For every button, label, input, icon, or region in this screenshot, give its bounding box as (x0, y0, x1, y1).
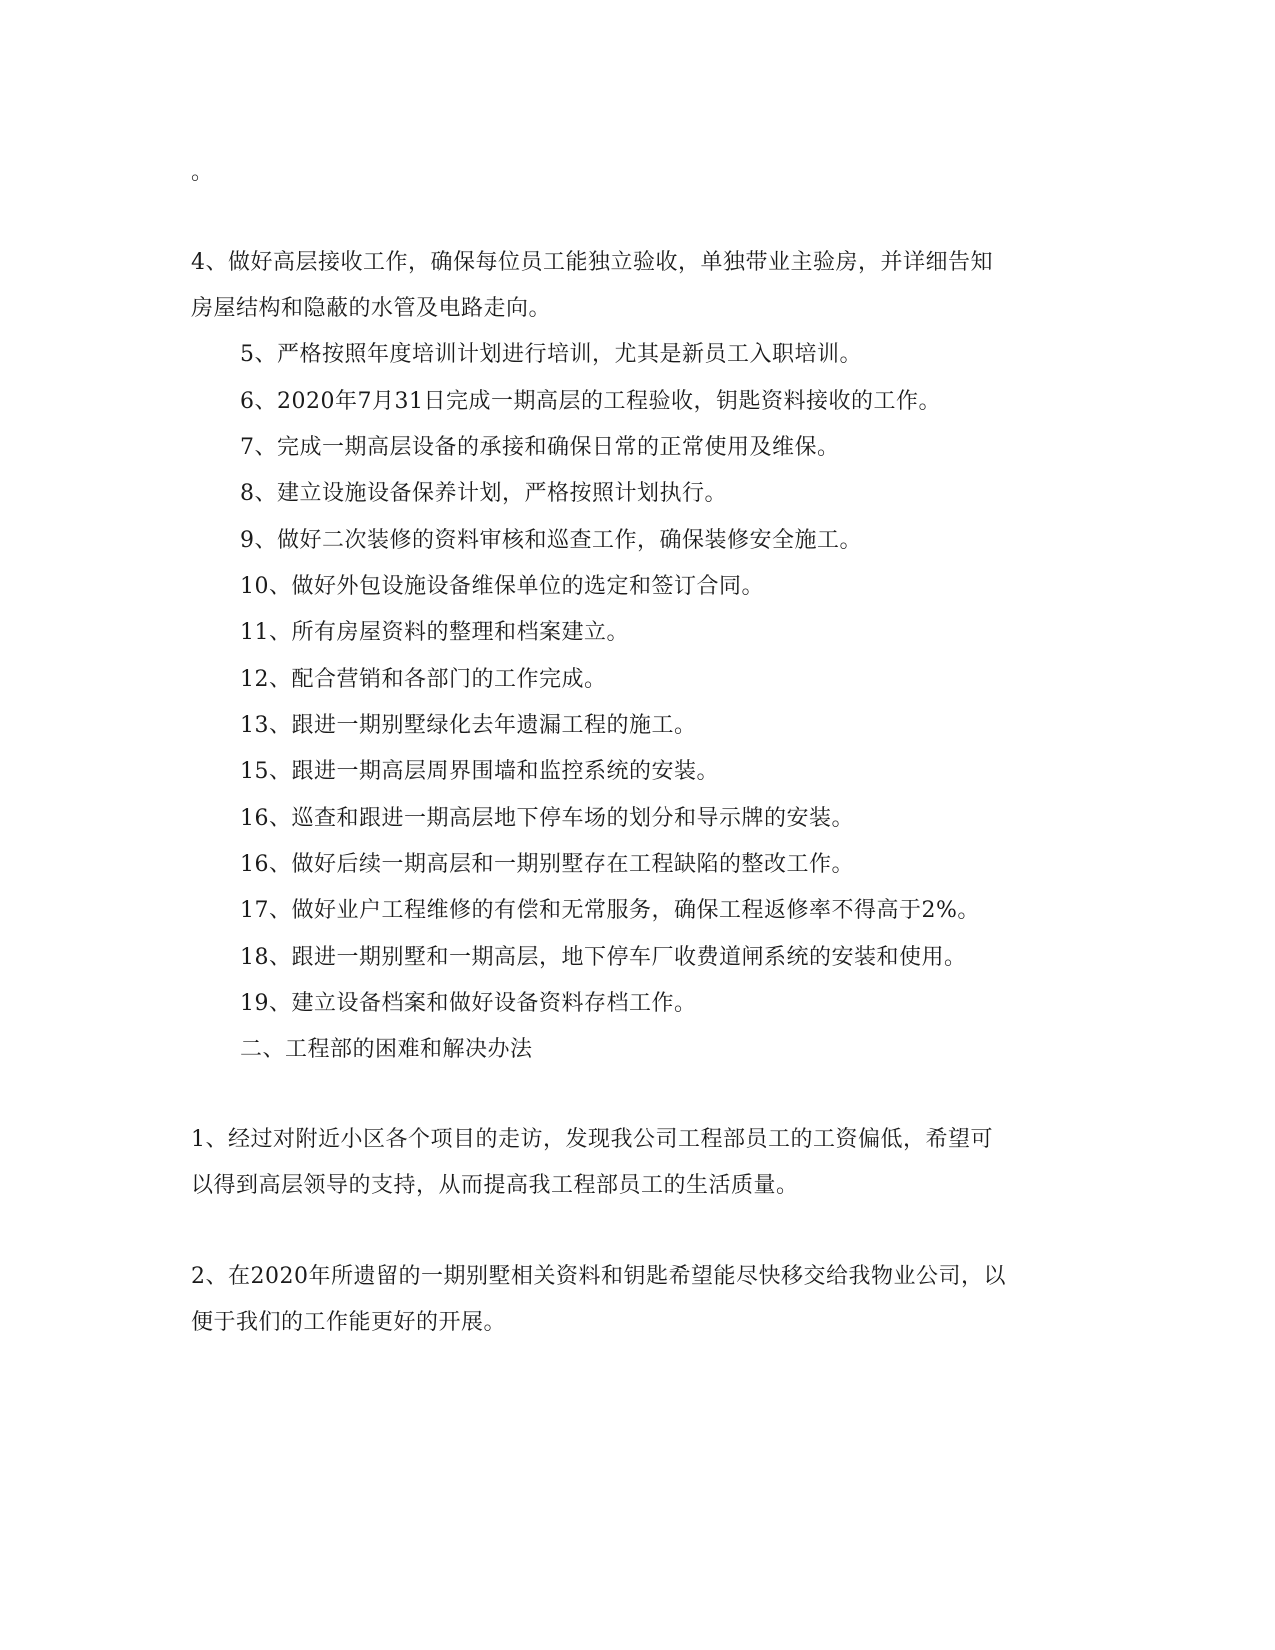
problem-2-line-1: 2、在2020年所遗留的一期别墅相关资料和钥匙希望能尽快移交给我物业公司，以 (191, 1264, 1006, 1289)
list-item: 11、所有房屋资料的整理和档案建立。 (240, 620, 629, 645)
paragraph-4-line-1: 4、做好高层接收工作，确保每位员工能独立验收，单独带业主验房，并详细告知 (191, 250, 993, 275)
list-item: 19、建立设备档案和做好设备资料存档工作。 (240, 991, 697, 1016)
list-item: 17、做好业户工程维修的有偿和无常服务，确保工程返修率不得高于2%。 (240, 898, 980, 923)
list-item: 10、做好外包设施设备维保单位的选定和签订合同。 (240, 574, 764, 599)
section-heading: 二、工程部的困难和解决办法 (240, 1037, 533, 1062)
list-item: 6、2020年7月31日完成一期高层的工程验收，钥匙资料接收的工作。 (240, 389, 941, 414)
list-item: 16、做好后续一期高层和一期别墅存在工程缺陷的整改工作。 (240, 852, 854, 877)
list-item: 18、跟进一期别墅和一期高层，地下停车厂收费道闸系统的安装和使用。 (240, 945, 967, 970)
list-item: 8、建立设施设备保养计划，严格按照计划执行。 (240, 481, 727, 506)
problem-1-line-1: 1、经过对附近小区各个项目的走访，发现我公司工程部员工的工资偏低，希望可 (191, 1127, 993, 1152)
list-item: 5、严格按照年度培训计划进行培训，尤其是新员工入职培训。 (240, 342, 862, 367)
list-item: 13、跟进一期别墅绿化去年遗漏工程的施工。 (240, 713, 697, 738)
list-item: 7、完成一期高层设备的承接和确保日常的正常使用及维保。 (240, 435, 840, 460)
leading-punctuation: 。 (191, 160, 214, 185)
list-item: 15、跟进一期高层周界围墙和监控系统的安装。 (240, 759, 719, 784)
paragraph-4-line-2: 房屋结构和隐蔽的水管及电路走向。 (191, 296, 552, 321)
list-item: 9、做好二次装修的资料审核和巡查工作，确保装修安全施工。 (240, 528, 862, 553)
list-item: 16、巡查和跟进一期高层地下停车场的划分和导示牌的安装。 (240, 806, 854, 831)
problem-2-line-2: 便于我们的工作能更好的开展。 (191, 1310, 507, 1335)
problem-1-line-2: 以得到高层领导的支持，从而提高我工程部员工的生活质量。 (191, 1173, 799, 1198)
list-item: 12、配合营销和各部门的工作完成。 (240, 667, 607, 692)
